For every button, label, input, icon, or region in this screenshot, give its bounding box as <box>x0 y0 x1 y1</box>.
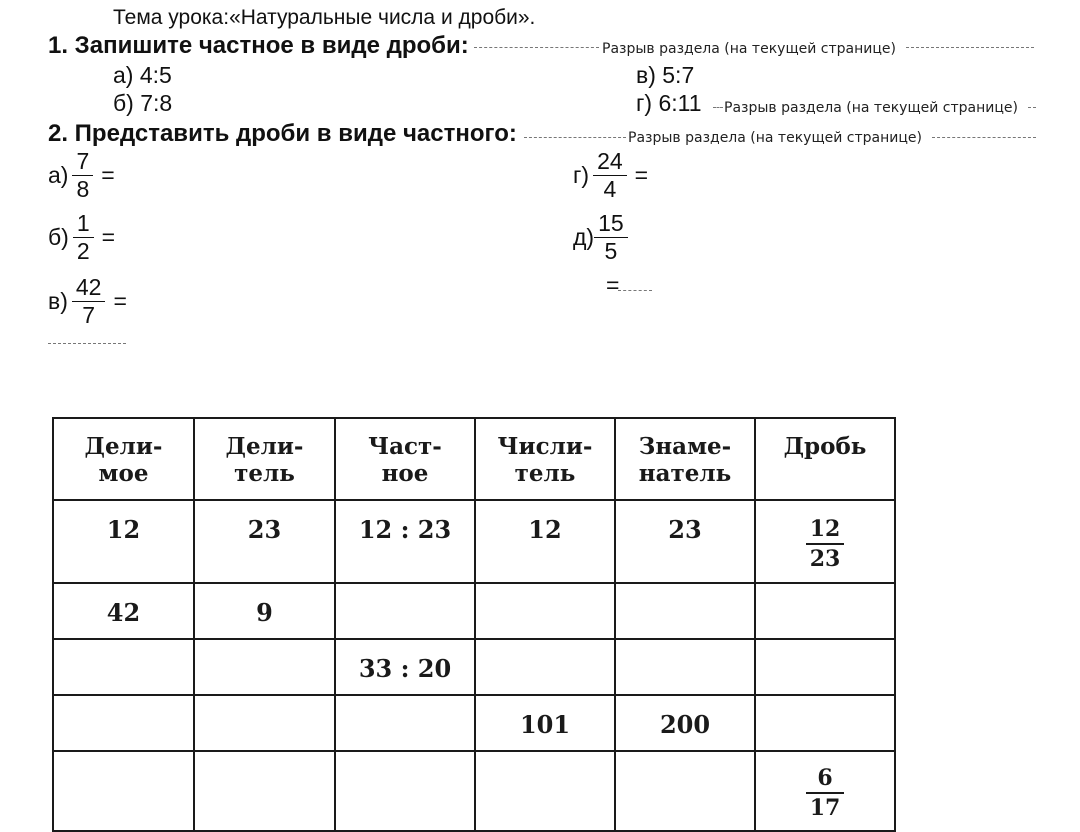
table-cell: 33 : 20 <box>335 639 475 695</box>
section-break-line <box>48 343 126 344</box>
section-break-label: Разрыв раздела (на текущей странице) <box>628 130 922 146</box>
table-cell <box>194 695 335 751</box>
item-label: г) <box>573 162 590 188</box>
table-cell: 200 <box>615 695 755 751</box>
table-cell <box>335 695 475 751</box>
table-cell <box>755 751 895 831</box>
task1-item-g: г) 6:11 <box>636 90 702 116</box>
section-break-line <box>524 137 626 138</box>
table-row <box>53 639 895 695</box>
section-break-line <box>906 47 1034 48</box>
table-cell: 101 <box>475 695 615 751</box>
table-header-row <box>53 418 895 500</box>
table-cell <box>53 751 194 831</box>
table-cell: 23 <box>194 500 335 583</box>
table-cell <box>755 639 895 695</box>
denominator: 17 <box>806 792 845 819</box>
header-numerator: Числи- тель <box>475 418 615 500</box>
header-dividend: Дели- мое <box>53 418 194 500</box>
table-row <box>53 695 895 751</box>
section-break-line <box>713 107 723 108</box>
task2-item-d <box>573 212 634 263</box>
task1-item-v: в) 5:7 <box>636 62 695 88</box>
table-cell: 12 <box>475 500 615 583</box>
table-cell: 12 : 23 <box>335 500 475 583</box>
denominator: 2 <box>73 237 94 263</box>
table-cell <box>194 751 335 831</box>
numerator: 15 <box>598 210 624 236</box>
fraction <box>595 150 625 201</box>
equals-sign: = <box>634 162 649 188</box>
table-cell <box>755 583 895 639</box>
numerator: 7 <box>76 148 90 174</box>
table-cell <box>53 695 194 751</box>
table-cell <box>755 500 895 583</box>
item-label: а) <box>48 162 69 188</box>
section-break-line <box>932 137 1036 138</box>
task2-item-a <box>48 150 115 201</box>
fraction <box>75 212 92 263</box>
equals-sign: = <box>101 224 116 250</box>
task2-item-b <box>48 212 115 263</box>
task1-item-a: а) 4:5 <box>113 62 172 88</box>
task2-item-v <box>48 276 127 327</box>
denominator: 5 <box>594 237 628 263</box>
denominator: 23 <box>806 543 845 570</box>
fractions-table <box>52 417 896 832</box>
section-break-label: Разрыв раздела (на текущей странице) <box>724 100 1018 116</box>
task2-heading: 2. Представить дроби в виде частного: <box>48 120 517 147</box>
lesson-title: Тема урока:«Натуральные числа и дроби». <box>113 6 536 29</box>
table-cell <box>194 639 335 695</box>
table-row <box>53 500 895 583</box>
section-break-label: Разрыв раздела (на текущей странице) <box>602 41 896 57</box>
task1-heading: 1. Запишите частное в виде дроби: <box>48 32 469 59</box>
header-denominator: Знаме- натель <box>615 418 755 500</box>
item-label: д) <box>573 224 595 250</box>
table-row <box>53 583 895 639</box>
table-cell <box>475 751 615 831</box>
equals-sign: = <box>101 162 115 188</box>
numerator: 6 <box>817 765 833 791</box>
header-fraction: Дробь <box>755 418 895 500</box>
table-cell: 23 <box>615 500 755 583</box>
table-cell: 9 <box>194 583 335 639</box>
fraction <box>806 518 845 570</box>
header-quotient: Част- ное <box>335 418 475 500</box>
denominator: 8 <box>72 175 93 201</box>
table-cell <box>615 639 755 695</box>
fraction <box>74 150 91 201</box>
numerator: 24 <box>597 148 623 174</box>
task1-item-b: б) 7:8 <box>113 90 173 116</box>
denominator: 7 <box>72 301 106 327</box>
numerator: 12 <box>809 516 841 542</box>
item-label: б) <box>48 224 69 250</box>
denominator: 4 <box>593 175 627 201</box>
numerator: 1 <box>76 210 90 236</box>
table-cell: 42 <box>53 583 194 639</box>
table-cell: 12 <box>53 500 194 583</box>
table-cell <box>475 639 615 695</box>
table-cell <box>335 751 475 831</box>
equals-sign: = <box>606 272 620 298</box>
table-cell <box>53 639 194 695</box>
fraction <box>596 212 626 263</box>
section-break-line <box>618 290 652 291</box>
table-cell <box>475 583 615 639</box>
header-divisor: Дели- тель <box>194 418 335 500</box>
numerator: 42 <box>75 274 102 300</box>
fraction <box>74 276 104 327</box>
table-cell <box>615 751 755 831</box>
section-break-line <box>474 47 599 48</box>
section-break-line <box>1028 107 1036 108</box>
equals-sign: = <box>113 288 127 314</box>
table-row <box>53 751 895 831</box>
task2-item-g <box>573 150 648 201</box>
fraction <box>806 767 845 819</box>
table-cell <box>755 695 895 751</box>
table-cell <box>615 583 755 639</box>
table-cell <box>335 583 475 639</box>
item-label: в) <box>48 288 68 314</box>
